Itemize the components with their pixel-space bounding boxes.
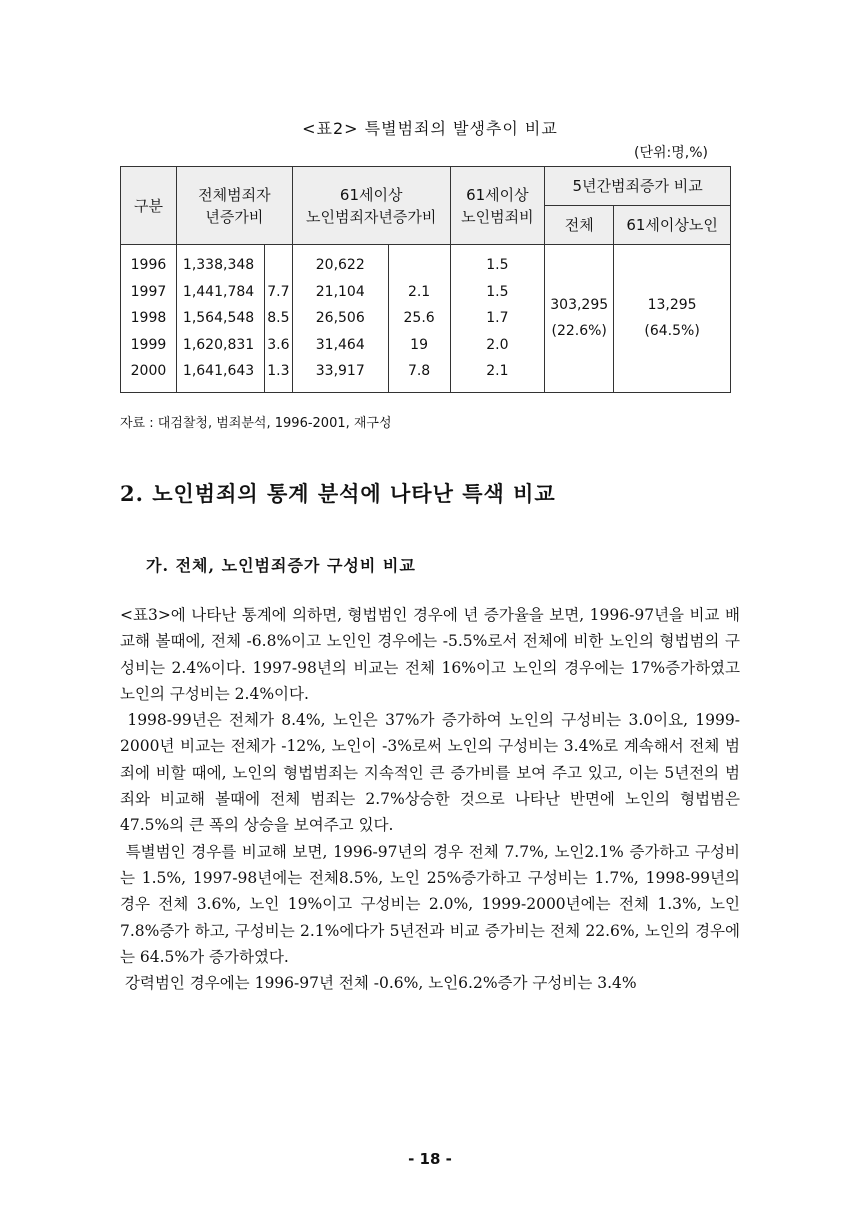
section-title: 2. 노인범죄의 통계 분석에 나타난 특색 비교 (120, 481, 556, 506)
paragraph: 강력범인 경우에는 1996-97년 전체 -0.6%, 노인6.2%증가 구성비는 3.4% (120, 974, 637, 993)
table-caption: <표2> 특별범죄의 발생추이 비교 (302, 119, 558, 138)
header-elderly-ratio: 61세이상 노인범죄비 (450, 167, 545, 245)
paragraph: 1998-99년은 전체가 8.4%, 노인은 37%가 증가하여 노인의 구성비는 3.0이요, 1999-2000년 비교는 전체가 -12%, 노인이 -3%로써 노인의 구성비는 3.4%로 계속해서 전체 범죄에 비할 때에, 노인의 형법범죄는 지속적인 큰 증가비를 보여 주고 있고, 이는 5년전의 범죄와 비교해 볼때에 전체 범죄는 2.7%상승한 것으로 나타난 반면에 노인의 형법범은 47.5%의 큰 폭의 상승을 보여주고 있다. (120, 711, 745, 835)
paragraph: 특별범인 경우를 비교해 보면, 1996-97년의 경우 전체 7.7%, 노인2.1% 증가하고 구성비는 1.5%, 1997-98년에는 전체8.5%, 노인 25%증가하고 구성비는 1.7%, 1998-99년의 경우 전체 3.6%, 노인 19%이고 구성비는 2.0%, 1999-2000년에는 전체 1.3%, 노인 7.8%증가 하고, 구성비는 2.1%에다가 5년전과 비교 증가비는 전체 22.6%, 노인의 경우에는 64.5%가 증가하였다. (120, 842, 745, 966)
elderly-rate-column: 2.1 25.6 19 7.8 (388, 245, 450, 393)
header-five-total: 전체 (545, 206, 614, 245)
subsection-title: 가. 전체, 노인범죄증가 구성비 비교 (146, 556, 416, 575)
year-column: 1996 1997 1998 1999 2000 (121, 245, 177, 393)
elderly-count-column: 20,622 21,104 26,506 31,464 33,917 (292, 245, 388, 393)
header-elderly-growth: 61세이상 노인범죄자년증가비 (292, 167, 450, 245)
five-year-elderly-cell: 13,295 (64.5%) (614, 245, 731, 393)
ratio-column: 1.5 1.5 1.7 2.0 2.1 (450, 245, 545, 393)
header-five-year: 5년간범죄증가 비교 (545, 167, 731, 206)
paragraph: <표3>에 나타난 통계에 의하면, 형법범인 경우에 년 증가율을 보면, 1996-97년을 비교 배교해 볼때에, 전체 -6.8%이고 노인인 경우에는 -5.5%로서 전체에 비한 노인의 형법범의 구성비는 2.4%이다. 1997-98년의 비교는 전체 16%이고 노인의 경우에는 17%증가하였고 노인의 구성비는 2.4%이다. (120, 606, 745, 703)
five-year-total-cell: 303,295 (22.6%) (545, 245, 614, 393)
source-note: 자료 : 대검찰청, 범죄분석, 1996-2001, 재구성 (120, 416, 392, 431)
header-five-elderly: 61세이상노인 (614, 206, 731, 245)
total-rate-column: 7.7 8.5 3.6 1.3 (264, 245, 292, 393)
header-category: 구분 (121, 167, 177, 245)
header-total-growth: 전체범죄자 년증가비 (176, 167, 292, 245)
body-text (120, 602, 745, 996)
total-count-column: 1,338,348 1,441,784 1,564,548 1,620,831 1,641,643 (176, 245, 264, 393)
page-number: - 18 - (408, 1150, 452, 1168)
table-unit: (단위:명,%) (634, 145, 708, 161)
crime-statistics-table (120, 166, 731, 393)
